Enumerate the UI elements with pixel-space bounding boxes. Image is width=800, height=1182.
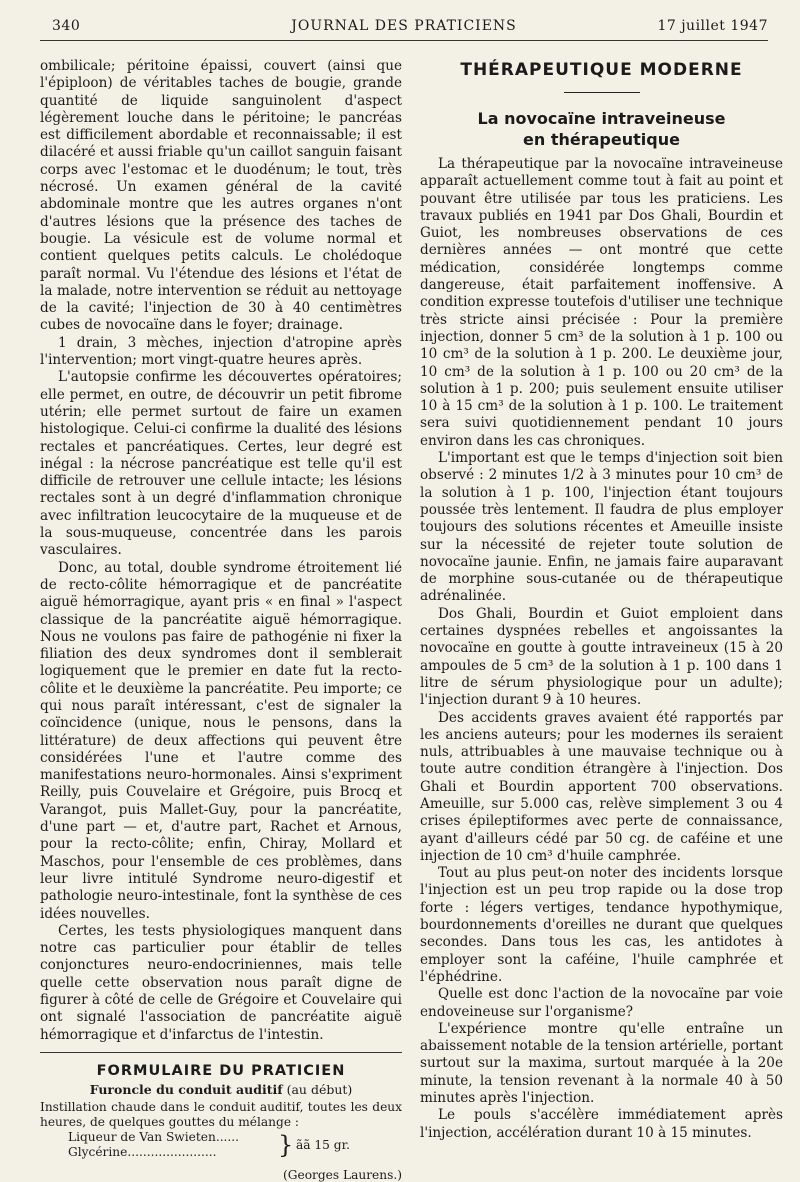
- right-paragraph-2: L'important est que le temps d'injection soit bien observé : 2 minutes 1/2 à 3 minutes pour 10 cm³ de la solution à 1 p. 100, l'injection étant toujours poussée très lentement. Il faudra de plus employer toujours des solutions récentes et Ameuille insiste sur la nécessité de rejeter toute solution de novocaïne jaunie. Enfin, ne jamais faire auparavant de morphine sous-cutanée ou de thérapeutique adrénalinée.: [420, 450, 783, 605]
- formulaire-rule: [40, 1052, 402, 1053]
- left-paragraph-5: Certes, les tests physiologiques manquent dans notre cas particulier pour établir de telles conjonctures neuro-endocriniennes, mais telle quelle cette observation nous paraît digne de figurer à côté de celle de Grégoire et Couvelaire qui ont signalé l'association de pancréatite aiguë hémorragique et d'infarctus de l'intestin.: [40, 922, 402, 1043]
- left-paragraph-1: ombilicale; péritoine épaissi, couvert (ainsi que l'épiploon) de véritables taches de bougie, grande quantité de liquide sanguinolent d'aspect légèrement louche dans le péritoine; le pancréas est difficilement abordable et reconnaissable; il est dilacéré et aussi friable qu'un caillot sanguin faisant corps avec l'estomac et le duodénum; le tout, très nécrosé. Un examen général de la cavité abdominale montre que les autres organes n'ont d'autres lésions que la présence des taches de bougie. La vésicule est de volume normal et contient quelques petits calculs. Le cholédoque paraît normal. Vu l'étendue des lésions et l'état de la malade, notre intervention se réduit au nettoyage de la cavité; l'injection de 30 à 40 centimètres cubes de novocaïne dans le foyer; drainage.: [40, 58, 402, 334]
- right-paragraph-7: L'expérience montre qu'elle entraîne un abaissement notable de la tension artérielle, portant surtout sur la maxima, surtout marquée à la 20e minute, la tension revenant à la normale 40 à 50 minutes après l'injection.: [420, 1020, 783, 1107]
- left-column: [40, 58, 402, 1182]
- page-number: 340: [52, 18, 81, 34]
- section-title: THÉRAPEUTIQUE MODERNE: [460, 60, 743, 80]
- issue-date: 17 juillet 1947: [657, 18, 768, 34]
- formulaire-author: (Georges Laurens.): [283, 1167, 402, 1182]
- header-rule: [40, 40, 768, 41]
- article-title: [420, 108, 783, 150]
- right-paragraph-1: La thérapeutique par la novocaïne intraveineuse apparaît actuellement comme tout à fait au point et pouvant être utilisée par tous les praticiens. Les travaux publiés en 1941 par Dos Ghali, Bourdin et Guiot, les nombreuses observations de ces dernières années — ont montré que cette médication, considérée longtemps comme dangereuse, était parfaitement inoffensive. A condition expresse toutefois d'utiliser une technique très stricte ainsi précisée : Pour la première injection, donner 5 cm³ de la solution à 1 p. 100 ou 10 cm³ de la solution à 1 p. 200. Le deuxième jour, 10 cm³ de la solution à 1 p. 100 ou 20 cm³ de la solution à 1 p. 200; puis seulement ensuite utiliser 10 à 15 cm³ de la solution à 1 p. 100. Le traitement sera suivi quotidiennement pendant 10 jours environ dans les cas chroniques.: [420, 156, 783, 449]
- journal-name: JOURNAL DES PRATICIENS: [291, 18, 517, 34]
- right-paragraph-4: Des accidents graves avaient été rapportés par les anciens auteurs; pour les modernes ils seraient nuls, attribuables à une mauvaise technique ou à toute autre condition étrangère à l'injection. Dos Ghali et Bourdin apportent 700 observations. Ameuille, sur 5.000 cas, relève simplement 3 ou 4 crises épileptiformes avec perte de connaissance, ayant d'ailleurs cédé par 50 cg. de caféine et une injection de 10 cm³ d'huile camphrée.: [420, 709, 783, 864]
- article-title-line-2: en thérapeutique: [523, 130, 680, 149]
- right-paragraph-3: Dos Ghali, Bourdin et Guiot emploient dans certaines dyspnées rebelles et angoissantes la novocaïne en goutte à goutte intraveineux (15 à 20 ampoules de 5 cm³ de la solution à 1 p. 100 dans 1 litre de sérum physiologique pour un adulte); l'injection durant 9 à 10 heures.: [420, 605, 783, 709]
- left-paragraph-4: Donc, au total, double syndrome étroitement lié de recto-côlite hémorragique et de pancréatite aiguë hémorragique, ayant pris « en final » l'aspect classique de la pancréatite aiguë hémorragique. Nous ne voulons pas faire de pathogénie ni fixer la filiation des deux syndromes dont il semblerait logiquement que le premier en date fut la recto-côlite et le deuxième la pancréatite. Peu importe; ce qui nous paraît intéressant, c'est de signaler la coïncidence (unique, nous le pensons, dans la littérature) de deux affections qui peuvent être considérées l'une et l'autre comme des manifestations neuro-hormonales. Ainsi s'expriment Reilly, puis Couvelaire et Grégoire, puis Brocq et Varangot, puis Mallet-Guy, pour la pancréatite, d'une part — et, d'autre part, Rachet et Arnous, pour la recto-côlite; enfin, Chiray, Mollard et Maschos, pour l'ensemble de ces problèmes, dans leur livre intitulé Syndrome neuro-digestif et pathologie neuro-intestinale, font la synthèse de ces idées nouvelles.: [40, 559, 402, 922]
- right-paragraph-5: Tout au plus peut-on noter des incidents lorsque l'injection est un peu trop rapide ou la dose trop forte : légers vertiges, tendance hypothymique, bourdonnements d'oreilles ne durant que quelques secondes. Dans tous les cas, les antidotes à employer sont la caféine, l'huile camphrée et l'éphédrine.: [420, 865, 783, 985]
- formulaire-subtitle-main: Furoncle du conduit auditif: [89, 1081, 283, 1097]
- brace-icon: }: [278, 1130, 294, 1159]
- recipe-dose: ãã 15 gr.: [296, 1137, 350, 1152]
- formulaire-text: Instillation chaude dans le conduit auditif, toutes les deux heures, de quelques gouttes du mélange :: [40, 1099, 402, 1129]
- formulaire-box: [40, 1063, 402, 1182]
- page-header: [40, 18, 768, 40]
- right-column: [420, 58, 783, 1142]
- left-paragraph-2: 1 drain, 3 mèches, injection d'atropine après l'intervention; mort vingt-quatre heures après.: [40, 334, 402, 369]
- formulaire-recipe: [40, 1130, 402, 1162]
- formulaire-subtitle-note: (au début): [286, 1081, 353, 1097]
- left-paragraph-3: L'autopsie confirme les découvertes opératoires; elle permet, en outre, de découvrir un petit fibrome utérin; elle permet surtout de faire un examen histologique. Celui-ci confirme la dualité des lésions rectales et pancréatiques. Certes, leur degré est inégal : la nécrose pancréatique est telle qu'il est difficile de retrouver une cellule intacte; les lésions rectales sont à un degré d'inflammation chronique avec infiltration leucocytaire de la muqueuse et de la sous-muqueuse, concentrée dans les parois vasculaires.: [40, 369, 402, 559]
- formulaire-subtitle: [40, 1082, 402, 1097]
- right-paragraph-6: Quelle est donc l'action de la novocaïne par voie endoveineuse sur l'organisme?: [420, 986, 783, 1020]
- article-title-line-1: La novocaïne intraveineuse: [477, 109, 726, 128]
- right-paragraph-8: Le pouls s'accélère immédiatement après l'injection, accélération durant 10 à 15 minutes.: [420, 1107, 783, 1141]
- formulaire-title: FORMULAIRE DU PRATICIEN: [96, 1062, 346, 1079]
- ingredient-2: Glycérine.......................: [68, 1144, 217, 1159]
- title-rule: [564, 92, 640, 93]
- ingredient-1: Liqueur de Van Swieten......: [68, 1129, 240, 1144]
